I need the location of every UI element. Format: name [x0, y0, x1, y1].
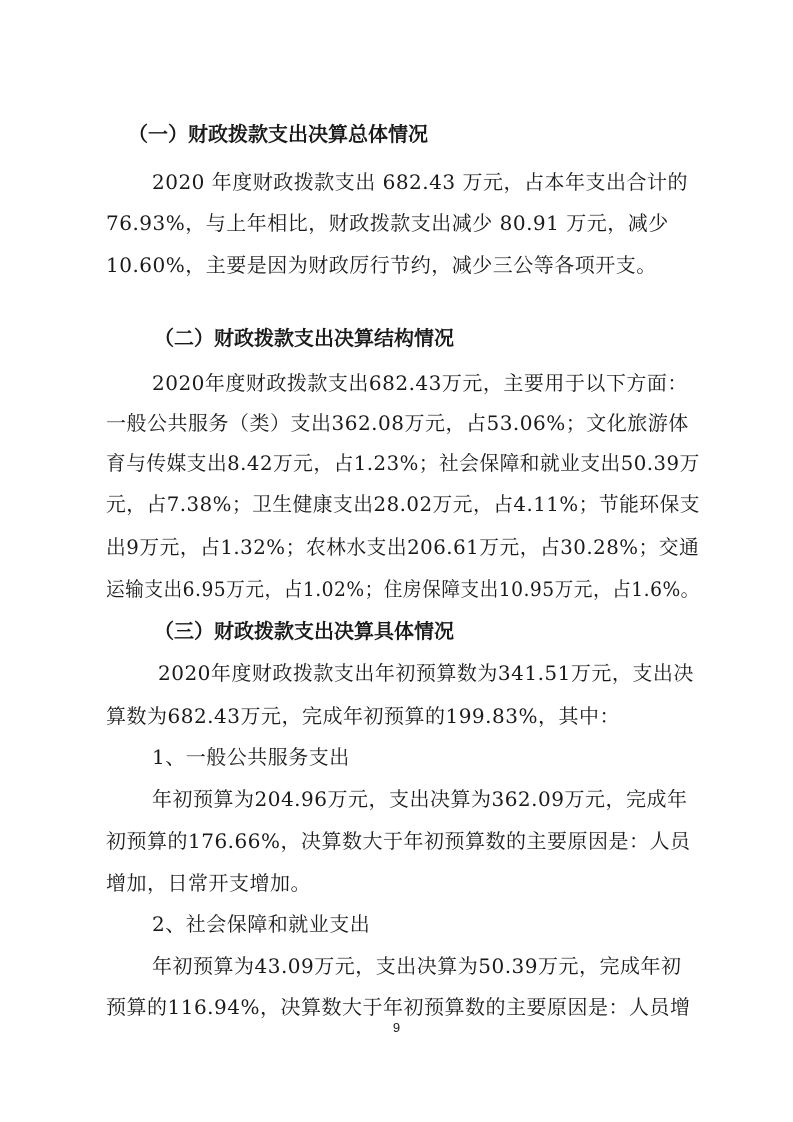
- list-item-title: 2、社会保障和就业支出: [152, 912, 371, 936]
- paragraph-line: 2020 年度财政拨款支出 682.43 万元，占本年支出合计的: [152, 170, 688, 194]
- paragraph-line: 出9万元，占1.32%；农林水支出206.61万元，占30.28%；交通: [106, 535, 700, 559]
- paragraph-line: 增加，日常开支增加。: [106, 871, 311, 895]
- list-item-title: 1、一般公共服务支出: [152, 745, 350, 769]
- section-heading-3: （三）财政拨款支出决算具体情况: [154, 619, 454, 643]
- paragraph-line: 初预算的176.66%，决算数大于年初预算数的主要原因是：人员: [106, 829, 691, 853]
- page-number: 9: [392, 1020, 401, 1035]
- paragraph-line: 运输支出6.95万元，占1.02%；住房保障支出10.95万元，占1.6%。: [106, 577, 700, 601]
- paragraph-line: 2020年度财政拨款支出年初预算数为341.51万元，支出决: [158, 661, 694, 685]
- paragraph-line: 年初预算为204.96万元，支出决算为362.09万元，完成年: [152, 787, 688, 811]
- paragraph-line: 10.60%，主要是因为财政厉行节约，减少三公等各项开支。: [106, 253, 657, 277]
- paragraph-line: 76.93%，与上年相比，财政拨款支出减少 80.91 万元，减少: [106, 211, 669, 235]
- paragraph-line: 育与传媒支出8.42万元，占1.23%；社会保障和就业支出50.39万: [106, 451, 700, 475]
- section-heading-1: （一）财政拨款支出决算总体情况: [128, 122, 428, 146]
- paragraph-line: 2020年度财政拨款支出682.43万元，主要用于以下方面：: [152, 371, 688, 395]
- paragraph-line: 预算的116.94%，决算数大于年初预算数的主要原因是：人员增: [106, 995, 691, 1019]
- paragraph-line: 元，占7.38%；卫生健康支出28.02万元，占4.11%；节能环保支: [106, 492, 701, 516]
- paragraph-line: 年初预算为43.09万元，支出决算为50.39万元，完成年初: [152, 954, 682, 978]
- paragraph-line: 算数为682.43万元，完成年初预算的199.83%，其中：: [106, 704, 620, 728]
- paragraph-line: 一般公共服务（类）支出362.08万元，占53.06%；文化旅游体: [106, 411, 689, 435]
- section-heading-2: （二）财政拨款支出决算结构情况: [154, 326, 454, 350]
